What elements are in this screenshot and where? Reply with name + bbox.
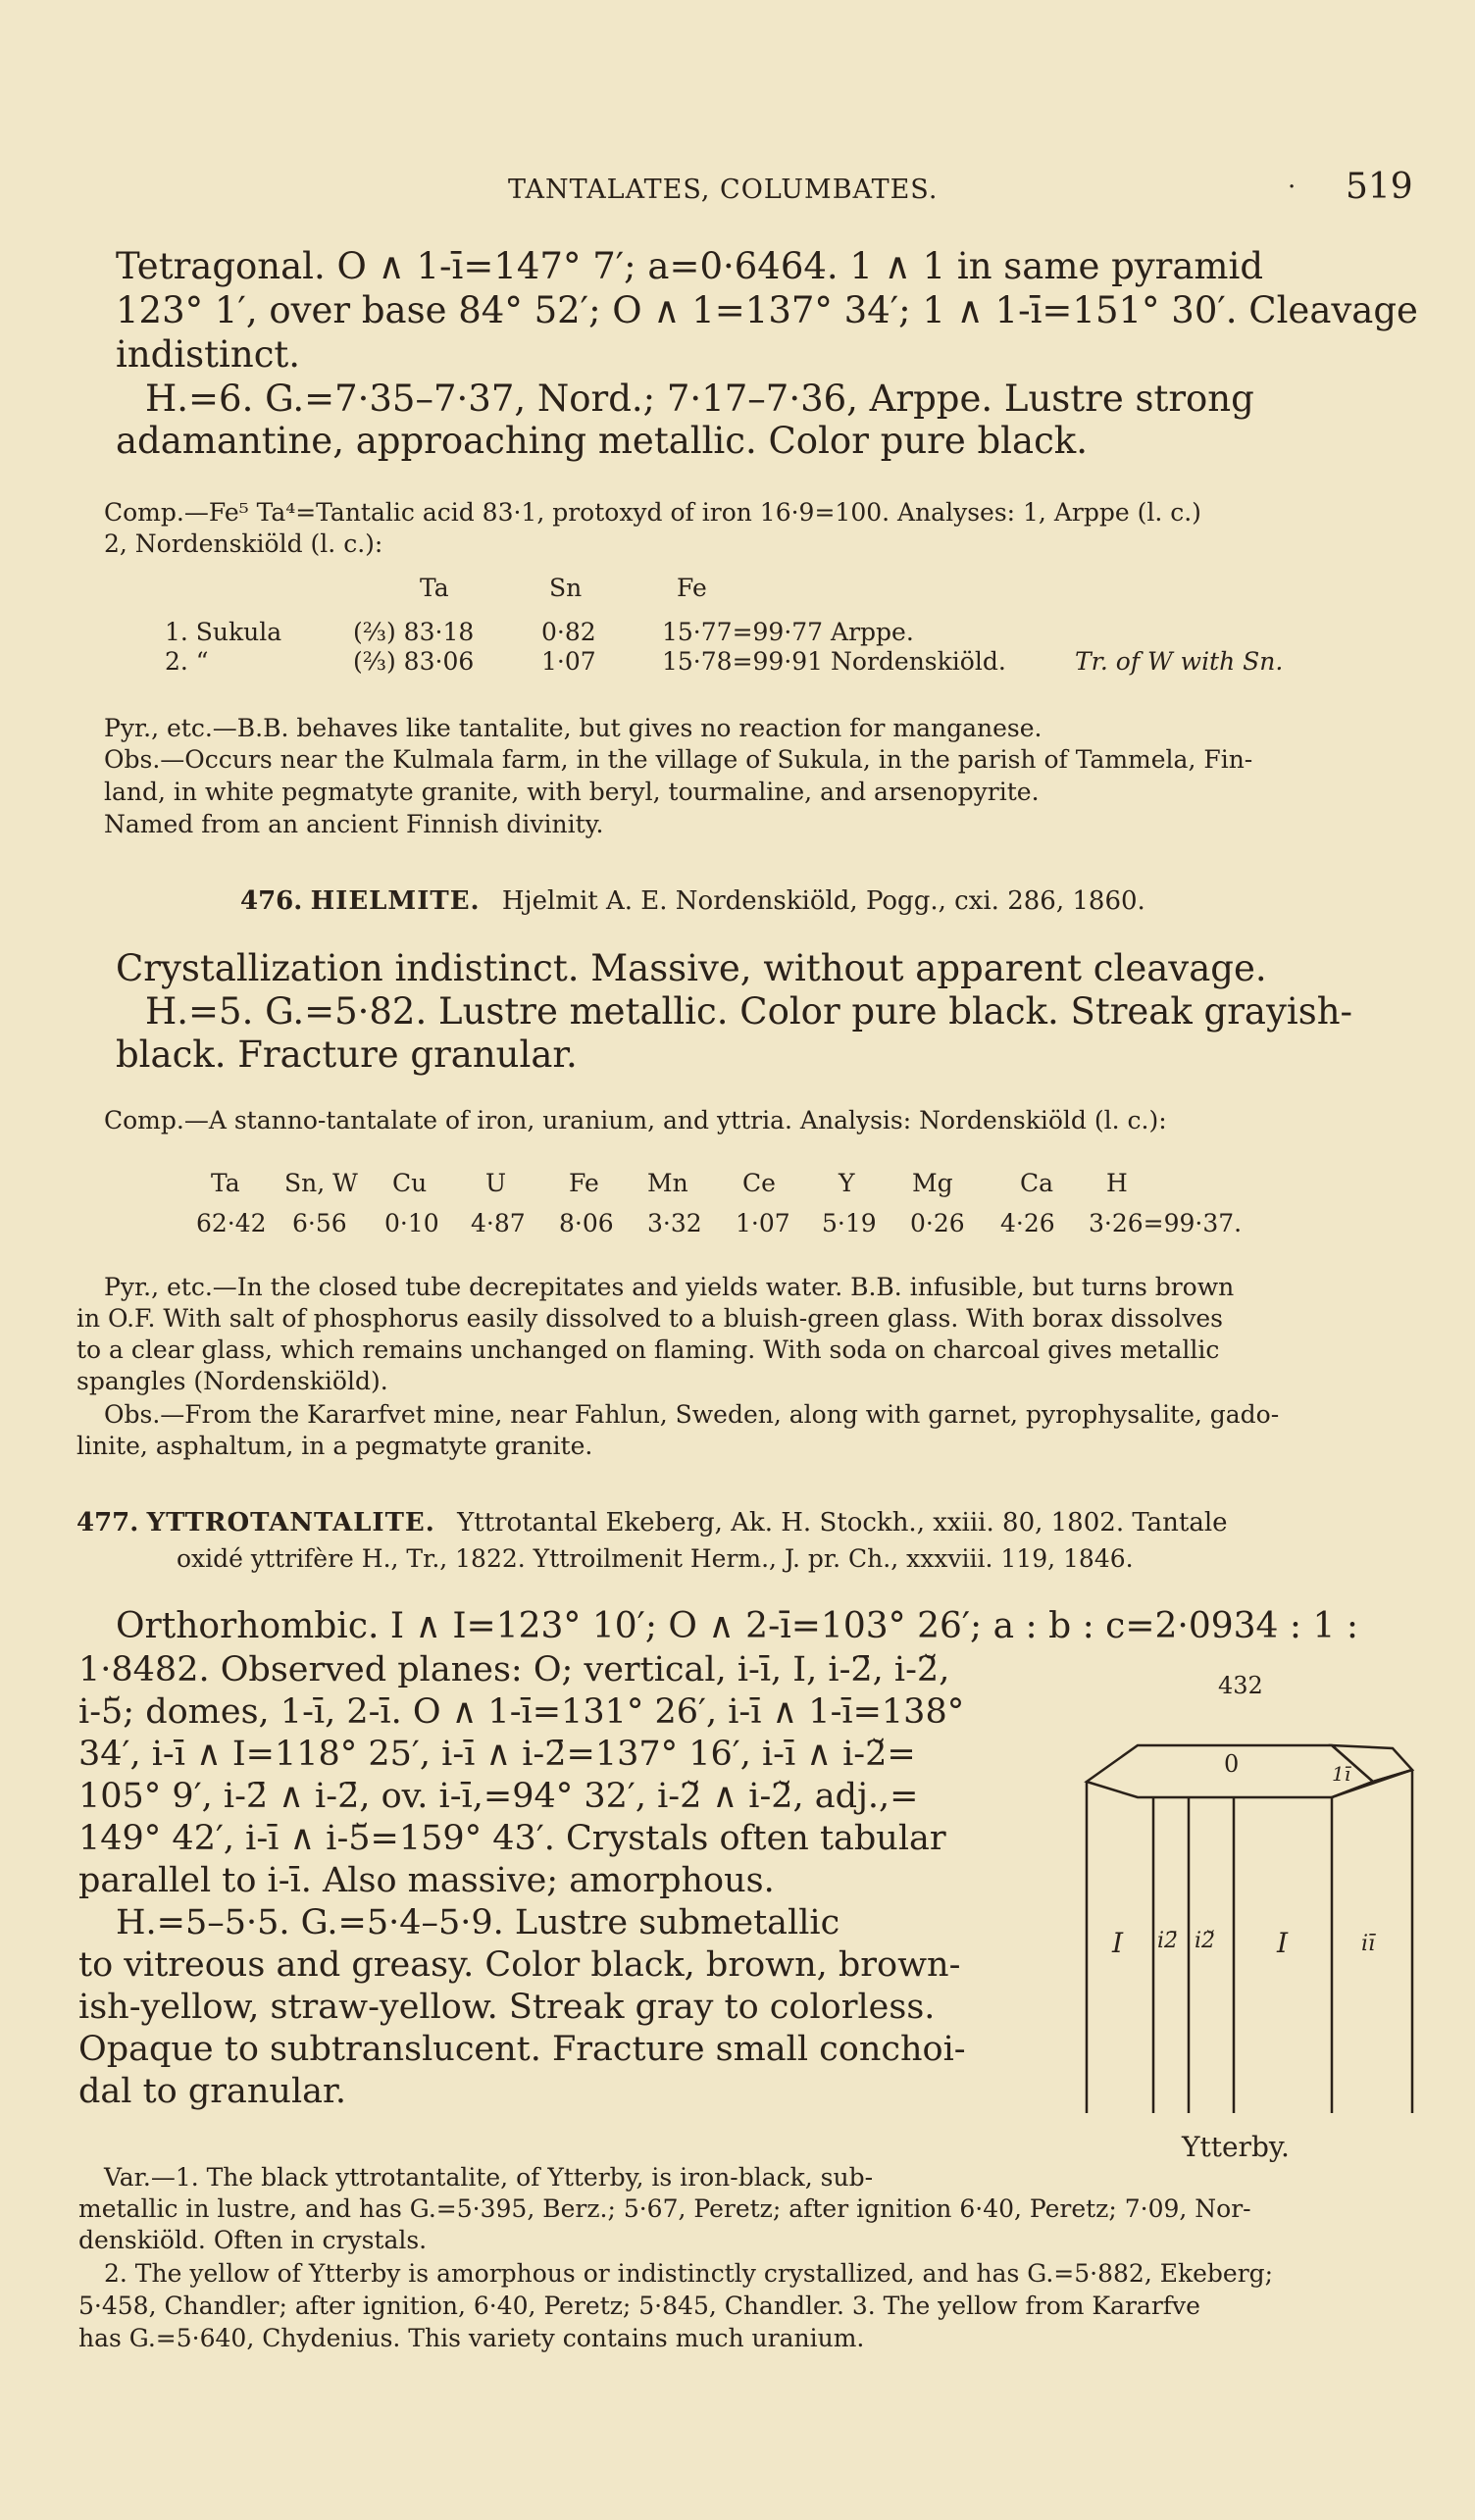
yttro-para-line: ish-yellow, straw-yellow. Streak gray to colorless. [78,1988,936,2027]
hcol-2: Cu [392,1169,428,1197]
hcol-0: Ta [211,1169,240,1197]
hval-8: 0·26 [910,1209,965,1237]
hval-10: 3·26=99·37. [1089,1209,1243,1237]
hielmite-heading [240,886,1145,916]
table-head-sn: Sn [549,574,583,602]
hielmite-pyr-4: spangles (Nordenskiöld). [76,1367,388,1395]
yttro-para-line: 149° 42′, i-ī ∧ i-5̆=159° 43′. Crystals often tabular [78,1819,946,1858]
hielmite-name: HIELMITE. [310,886,481,916]
yttro-para-line: Opaque to subtranslucent. Fracture small conchoi- [78,2030,966,2069]
hval-7: 5·19 [822,1209,877,1237]
tapiolite-line-4: H.=6. G.=7·35–7·37, Nord.; 7·17–7·36, Arppe. Lustre strong [145,378,1254,420]
header-dot: · [1288,173,1297,202]
table-row-2-sn: 1·07 [541,647,596,676]
hcol-7: Y [839,1169,855,1197]
var-line: has G.=5·640, Chydenius. This variety contains much uranium. [78,2324,865,2352]
table-row-1-label: 1. Sukula [165,618,282,646]
table-row-2-note: Tr. of W with Sn. [1075,647,1284,676]
yttro-para-line: H.=5–5·5. G.=5·4–5·9. Lustre submetallic [116,1903,840,1942]
hcol-10: H [1106,1169,1128,1197]
face-label: i2̄ [1157,1929,1179,1953]
yttro-para-line: 34′, i-ī ∧ I=118° 25′, i-ī ∧ i-2̄=137° 16′, i-ī ∧ i-2̆= [78,1735,916,1774]
yttro-heading [76,1508,1228,1537]
running-head: TANTALATES, COLUMBATES. [508,175,939,205]
face-label-dome: 1ī [1332,1762,1351,1786]
table-row-2-label: 2. “ [165,647,209,676]
crystal-figure-432 [1079,1672,1432,2221]
tapiolite-line-5: adamantine, approaching metallic. Color pure black. [116,420,1088,462]
hcol-3: U [485,1169,507,1197]
var-line: 5·458, Chandler; after ignition, 6·40, Peretz; 5·845, Chandler. 3. The yellow from Kararfve [78,2292,1200,2320]
table-row-2-fe: 15·78=99·91 Nordenskiöld. [662,647,1006,676]
face-label-top: 0 [1224,1750,1240,1778]
crystal-drawing [1079,1672,1432,2133]
tapiolite-line-3: indistinct. [116,333,301,376]
hielmite-obs-2: linite, asphaltum, in a pegmatyte granite. [76,1432,593,1460]
tapiolite-comp-1: Comp.—Fe⁵ Ta⁴=Tantalic acid 83·1, protoxyd of iron 16·9=100. Analyses: 1, Arppe (l. c.) [104,498,1201,527]
hielmite-comp: Comp.—A stanno-tantalate of iron, uranium, and yttria. Analysis: Nordenskiöld (l. c.): [104,1106,1167,1134]
face-label: I [1112,1927,1124,1959]
yttro-para-line: to vitreous and greasy. Color black, brown, brown- [78,1945,961,1985]
hcol-6: Ce [742,1169,776,1197]
yttro-name: YTTROTANTALITE. [146,1508,435,1537]
yttro-para-line: 105° 9′, i-2̄ ∧ i-2̄, ov. i-ī,=94° 32′, i-2̆ ∧ i-2̆, adj.,= [78,1777,919,1816]
figure-caption: Ytterby. [1182,2131,1290,2163]
tapiolite-pyr: Pyr., etc.—B.B. behaves like tantalite, but gives no reaction for manganese. [104,714,1043,742]
yttro-reference-2: oxidé yttrifère H., Tr., 1822. Yttroilmenit Herm., J. pr. Ch., xxxviii. 119, 1846. [177,1544,1134,1573]
hcol-8: Mg [912,1169,953,1197]
yttro-para-line: parallel to i-ī. Also massive; amorphous. [78,1861,775,1900]
var-line: 2. The yellow of Ytterby is amorphous or indistinctly crystallized, and has G.=5·882, Ekeberg; [104,2259,1274,2288]
hval-6: 1·07 [736,1209,790,1237]
hielmite-obs-1: Obs.—From the Kararfvet mine, near Fahlun, Sweden, along with garnet, pyrophysalite, gado- [104,1400,1280,1429]
hielmite-number: 476. [240,886,303,916]
hielmite-line-1: Crystallization indistinct. Massive, without apparent cleavage. [116,947,1267,989]
hcol-4: Fe [569,1169,599,1197]
hval-5: 3·32 [647,1209,702,1237]
hielmite-pyr-3: to a clear glass, which remains unchanged on flaming. With soda on charcoal gives metallic [76,1336,1220,1364]
yttro-reference-1: Yttrotantal Ekeberg, Ak. H. Stockh., xxiii. 80, 1802. Tantale [457,1508,1228,1537]
yttro-first-line: Orthorhombic. I ∧ I=123° 10′; O ∧ 2-ī=103° 26′; a : b : c=2·0934 : 1 : [116,1606,1358,1646]
table-row-2-ta: (⅔) 83·06 [353,647,475,676]
face-label: I [1277,1927,1289,1959]
tapiolite-line-1: Tetragonal. O ∧ 1-ī=147° 7′; a=0·6464. 1 ∧ 1 in same pyramid [116,245,1264,287]
table-row-1-ta: (⅔) 83·18 [353,618,475,646]
tapiolite-named: Named from an ancient Finnish divinity. [104,810,604,838]
hielmite-line-3: black. Fracture granular. [116,1033,578,1076]
tapiolite-comp-2: 2, Nordenskiöld (l. c.): [104,529,383,558]
hval-9: 4·26 [1000,1209,1055,1237]
hval-1: 6·56 [292,1209,347,1237]
table-head-fe: Fe [677,574,707,602]
var-line: Var.—1. The black yttrotantalite, of Ytterby, is iron-black, sub- [104,2163,874,2192]
tapiolite-obs-1: Obs.—Occurs near the Kulmala farm, in the village of Sukula, in the parish of Tammela, Fin- [104,745,1253,774]
hval-3: 4·87 [471,1209,526,1237]
yttro-para-line: dal to granular. [78,2072,347,2111]
hielmite-pyr-2: in O.F. With salt of phosphorus easily dissolved to a bluish-green glass. With borax dissolves [76,1304,1223,1333]
face-label: i2̆ [1195,1929,1216,1953]
hielmite-line-2: H.=5. G.=5·82. Lustre metallic. Color pure black. Streak grayish- [145,990,1353,1033]
yttro-para-line: i-5̆; domes, 1-ī, 2-ī. O ∧ 1-ī=131° 26′, i-ī ∧ 1-ī=138° [78,1692,965,1732]
var-line: denskiöld. Often in crystals. [78,2226,428,2254]
hcol-1: Sn, W [284,1169,358,1197]
face-label: iī [1361,1932,1376,1956]
yttro-para-line: 1·8482. Observed planes: O; vertical, i-ī, I, i-2̄, i-2̆, [78,1650,950,1689]
yttro-number: 477. [76,1508,139,1537]
hval-0: 62·42 [196,1209,267,1237]
tapiolite-obs-2: land, in white pegmatyte granite, with beryl, tourmaline, and arsenopyrite. [104,778,1040,806]
hielmite-pyr-1: Pyr., etc.—In the closed tube decrepitates and yields water. B.B. infusible, but turns brown [104,1273,1235,1301]
tapiolite-line-2: 123° 1′, over base 84° 52′; O ∧ 1=137° 34′; 1 ∧ 1-ī=151° 30′. Cleavage [116,289,1418,331]
table-row-1-fe: 15·77=99·77 Arppe. [662,618,914,646]
hcol-5: Mn [647,1169,688,1197]
page-number: 519 [1346,167,1413,207]
table-head-ta: Ta [420,574,449,602]
hval-2: 0·10 [384,1209,439,1237]
hval-4: 8·06 [559,1209,614,1237]
var-line: metallic in lustre, and has G.=5·395, Berz.; 5·67, Peretz; after ignition 6·40, Peretz; 7·09, Nor- [78,2194,1251,2223]
hielmite-reference: Hjelmit A. E. Nordenskiöld, Pogg., cxi. 286, 1860. [501,886,1145,916]
figure-number: 432 [1218,1672,1263,1699]
hcol-9: Ca [1020,1169,1054,1197]
table-row-1-sn: 0·82 [541,618,596,646]
